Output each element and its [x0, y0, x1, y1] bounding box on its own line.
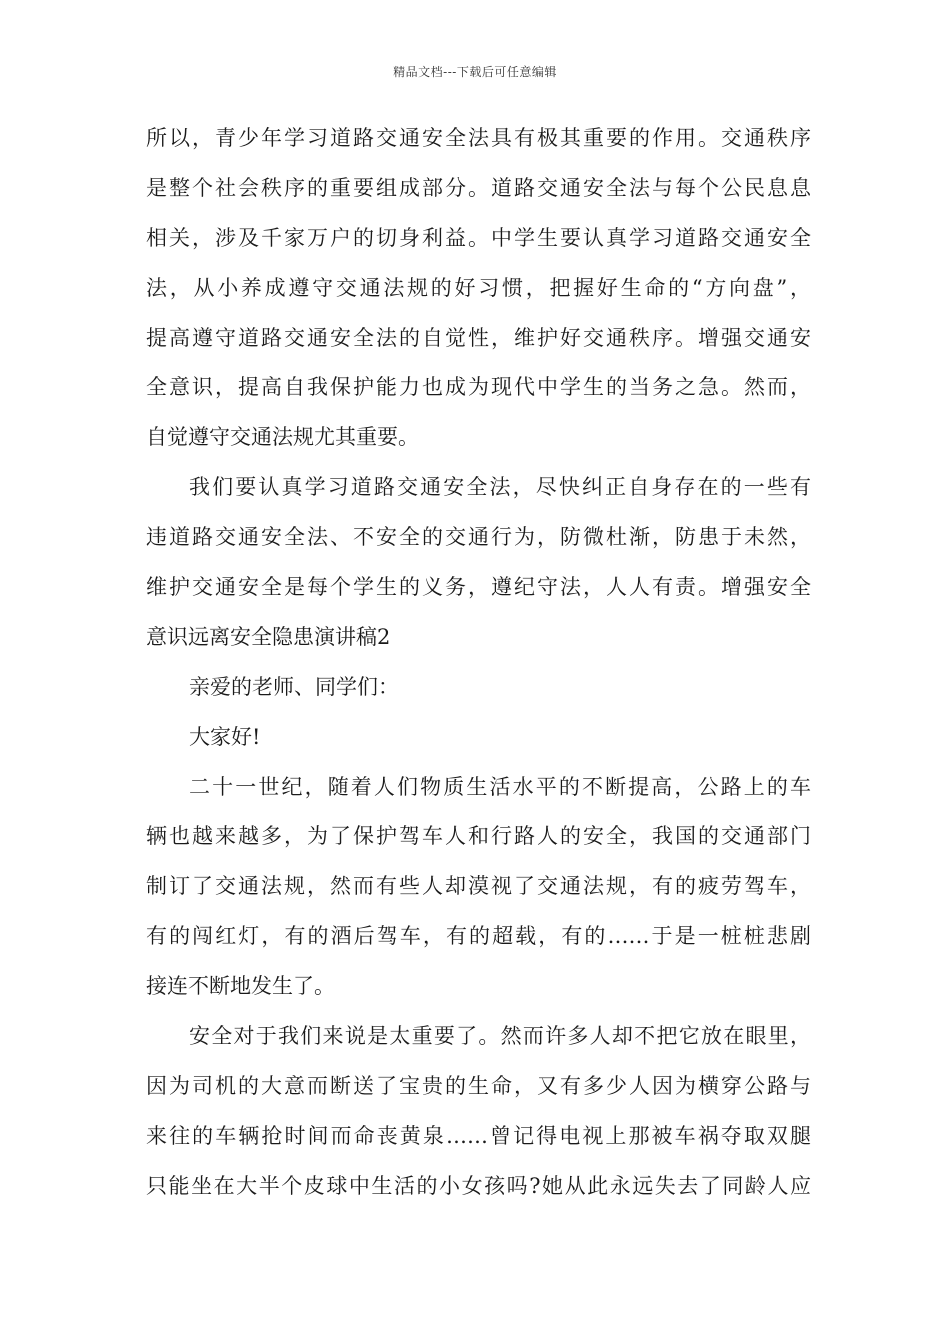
text-line: 大家好! [189, 724, 261, 749]
paragraph-hello [146, 723, 811, 751]
text-line: 只能坐在大半个皮球中生活的小女孩吗?她从此永远失去了同龄人应 [146, 1173, 811, 1198]
text-line: 安全对于我们来说是太重要了。然而许多人却不把它放在眼里， [189, 1024, 811, 1049]
text-line: 是整个社会秩序的重要组成部分。道路交通安全法与每个公民息息 [146, 175, 811, 200]
text-line: 违道路交通安全法、不安全的交通行为，防微杜渐，防患于未然， [146, 525, 811, 550]
text-line: 辆也越来越多，为了保护驾车人和行路人的安全，我国的交通部门 [146, 824, 811, 849]
text-line: 因为司机的大意而断送了宝贵的生命，又有多少人因为横穿公路与 [146, 1073, 811, 1098]
paragraph-3 [146, 773, 811, 1001]
text-line: 接连不断地发生了。 [146, 974, 335, 999]
paragraph-4 [146, 1022, 811, 1200]
text-line: 二十一世纪，随着人们物质生活水平的不断提高，公路上的车 [189, 774, 811, 799]
text-line: 全意识，提高自我保护能力也成为现代中学生的当务之急。然而， [146, 375, 811, 400]
paragraph-2 [146, 473, 811, 651]
text-line: 亲爱的老师、同学们： [189, 674, 399, 699]
paragraph-greeting [146, 673, 811, 701]
text-line: 提高遵守道路交通安全法的自觉性，维护好交通秩序。增强交通安 [146, 325, 811, 350]
text-line: 有的闯红灯，有的酒后驾车，有的超载，有的……于是一桩桩悲剧 [146, 924, 811, 949]
text-line: 所以，青少年学习道路交通安全法具有极其重要的作用。交通秩序 [146, 126, 811, 150]
text-line: 相关，涉及千家万户的切身利益。中学生要认真学习道路交通安全 [146, 225, 811, 250]
text-line: 维护交通安全是每个学生的义务，遵纪守法，人人有责。增强安全 [146, 575, 811, 600]
paragraph-1 [146, 124, 811, 451]
text-line: 意识远离安全隐患演讲稿2 [146, 624, 391, 649]
text-line: 自觉遵守交通法规尤其重要。 [146, 425, 419, 450]
text-line: 制订了交通法规，然而有些人却漠视了交通法规，有的疲劳驾车， [146, 874, 811, 899]
document-body [146, 124, 811, 1222]
text-line: 来往的车辆抢时间而命丧黄泉……曾记得电视上那被车祸夺取双腿 [146, 1123, 811, 1148]
document-header: 精品文档---下载后可任意编辑 [393, 65, 557, 79]
text-line: 法，从小养成遵守交通法规的好习惯，把握好生命的“方向盘”， [146, 275, 811, 300]
text-line: 我们要认真学习道路交通安全法，尽快纠正自身存在的一些有 [189, 475, 811, 500]
